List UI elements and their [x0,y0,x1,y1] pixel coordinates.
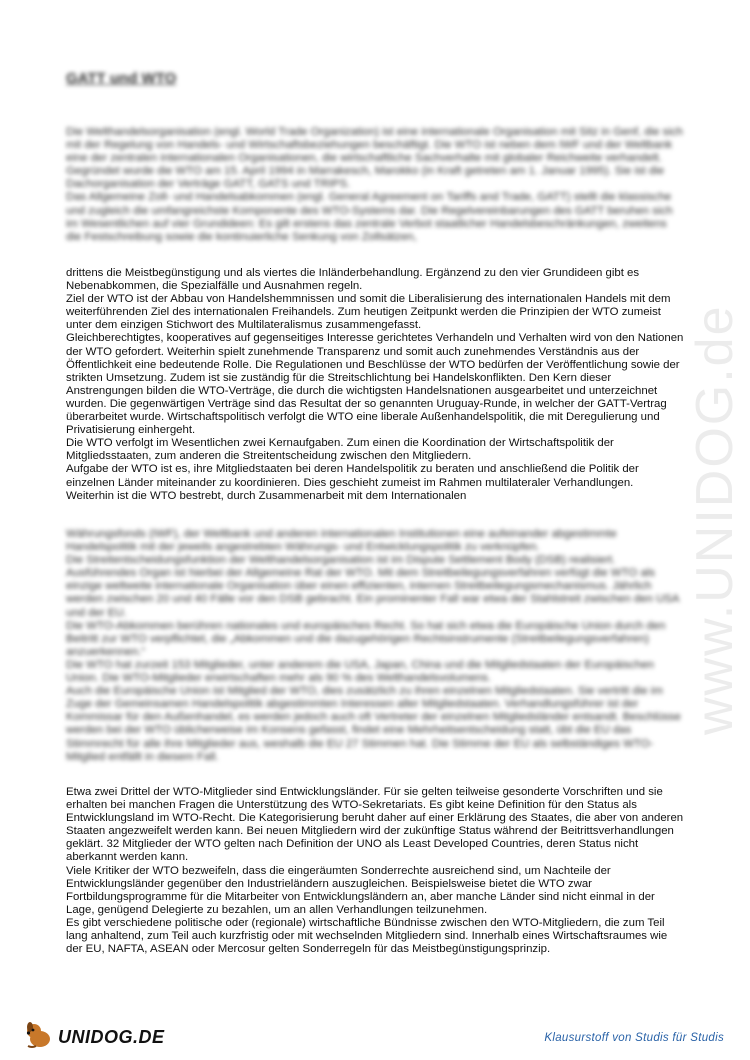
blurred-text-middle [66,528,684,764]
paragraph: drittens die Meistbegünstigung und als viertes die Inländerbehandlung. Ergänzend zu den vier Grundideen gibt es Nebenabkommen, die Spezialfälle und Ausnahmen regeln. [66,267,640,293]
paragraph: Auch die Europäische Union ist Mitglied der WTO, dies zusätzlich zu ihren einzelnen Mitgliedstaaten. Sie vertritt die im Zuge der Gemeinsamen Handelspolitik abgestimmten Interessen aller Mitgliedstaaten. Verhandlungsführer ist der Kommissar für den Außenhandel, es werden jedoch auch oft Vertreter der einzelnen Mitgliedsländer entsandt. Beschlüsse werden bei der WTO üblicherweise im Konsens gefasst, findet eine Mehrheitsentscheidung statt, übt die EU das Stimmrecht für alle ihre Mitglieder aus, weshalb die EU 27 Stimmen hat. Die Stimme der EU als selbständiges WTO-Mitglied entfällt in diesem Fall. [66,685,681,763]
paragraph: Währungsfonds (IWF), der Weltbank und anderen internationalen Institutionen eine aufeinander abgestimmte Handelspolitik mit der jeweils angestrebten Währungs- und Entwicklungspolitik zu verknüpfen. [66,528,617,554]
paragraph: Ziel der WTO ist der Abbau von Handelshemmnissen und somit die Liberalisierung des internationalen Handels mit dem weiterführenden Ziel des internationalen Freihandels. Zum heutigen Zeitpunkt werden die Prinzipien der WTO zumeist unter dem einzigen Stichwort des Multilateralismus zusammengefasst. [66,293,671,332]
paragraph: Die WTO hat zurzeit 153 Mitglieder, unter anderem die USA, Japan, China und die Mitgliedstaaten der Europäischen Union. Die WTO-Mitglieder erwirtschaften mehr als 90 % des Welthandelsvolumens. [66,658,654,685]
page-title: GATT und WTO [66,70,177,87]
paragraph: Viele Kritiker der WTO bezweifeln, dass die eingeräumten Sonderrechte ausreichend sind, um Nachteile der Entwicklungsländer gegenüber den Industrieländern auszugleichen. Beispielsweise bietet die WTO zwar Fortbildungsprogramme für die Mitarbeiter von Entwicklungsländern an, aber manche Länder sind nicht einmal in der Lage, genügend Delegierte zu bezahlen, um an allen Verhandlungen teilzunehmen. [66,864,655,916]
paragraph: Die WTO-Abkommen berühren nationales und europäisches Recht. So hat sich etwa die Europäische Union durch den Beitritt zur WTO verpflichtet, die „Abkommen und die dazugehörigen Rechtsinstrumente (Streitbeilegungsverfahren) anzuerkennen.“ [66,619,666,658]
paragraph: Gegründet wurde die WTO am 15. April 1994 in Marrakesch, Marokko (in Kraft getreten am 1. Januar 1995). Sie ist die Dachorganisation der Verträge GATT, GATS und TRIPS. [66,165,665,191]
paragraph: Gleichberechtigtes, kooperatives auf gegenseitiges Interesse gerichtetes Verhandeln und Verhalten wird von den Nationen der WTO gefordert. Weiterhin spielt zunehmende Transparenz und somit auch zunehmendes Verständnis aus der Öffentlichkeit eine bedeutende Rolle. Die Regulationen und Beschlüsse der WTO bedürfen der Veröffentlichung sowie der strikten Umsetzung. Zudem ist sie zuständig für die Streitschlichtung bei Handelskonflikten. Den Kern dieser Anstrengungen bilden die WTO-Verträge, die durch die wichtigsten Handelsnationen ausgearbeitet und unterzeichnet wurden. Die gegenwärtigen Verträge sind das Resultat der so genannten Uruguay-Runde, in welcher der GATT-Vertrag überarbeitet wurde. Wirtschaftspolitisch verfolgt die WTO eine liberale Außenhandelspolitik, die mit Deregulierung und Privatisierung einhergeht. [66,332,684,437]
visible-text-bottom [66,786,684,996]
paragraph: Etwa zwei Drittel der WTO-Mitglieder sind Entwicklungsländer. Für sie gelten teilweise gesonderte Vorschriften und sie erhalten bei manchen Fragen die Unterstützung des WTO-Sekretariats. Es gibt keine Definition für den Status als Entwicklungsland im WTO-Recht. Die Kategorisierung beruht daher auf einer Erklärung des Staates, die aber von anderen Staaten angezweifelt werden kann. Bei neuen Mitgliedern wird der zukünftige Status während der Beitrittsverhandlungen geklärt. 32 Mitglieder der WTO gelten nach Definition der UNO als Least Developed Countries, deren Status nicht aberkannt werden kann. [66,786,684,864]
paragraph: Es gibt verschiedene politische oder (regionale) wirtschaftliche Bündnisse zwischen den WTO-Mitgliedern, die zum Teil lang anhaltend, zum Teil auch kurzfristig oder mit wechselnden Mitgliedern sind. Innerhalb eines Wirtschaftsraumes wie der EU, NAFTA, ASEAN oder Mercosur gelten Sonderregeln für das Meistbegünstigungsprinzip. [66,916,668,956]
paragraph: Das Allgemeine Zoll- und Handelsabkommen (engl. General Agreement on Tariffs and Trade, GATT) stellt die klassische und zugleich die umfangreichste Komponente des WTO-Systems dar. Die Regelvereinbarungen des GATT beruhen sich im Wesentlichen auf vier Grundideen: Es gilt erstens das zentrale Verbot staatlicher Handelsbeschränkungen, zweitens die Festschreibung sowie die kontinuierliche Senkung von Zollsätzen, [66,191,673,243]
paragraph: Aufgabe der WTO ist es, ihre Mitgliedstaaten bei deren Handelspolitik zu beraten und anschließend die Politik der einzelnen Länder miteinander zu koordinieren. Dies geschieht zumeist im Rahmen multilateraler Verhandlungen. Weiterhin ist die WTO bestrebt, durch Zusammenarbeit mit dem Internationalen [66,463,639,502]
blurred-text-top [66,126,684,244]
logo-text: UNIDOG.DE [58,1027,165,1047]
dog-icon [24,1020,54,1055]
paragraph: Die Streitentscheidungsfunktion der Welthandelsorganisation ist im Dispute Settlement Body (DSB) realisiert. Ausführendes Organ ist hierbei der Allgemeine Rat der WTO. Mit dem Streitbeilegungsverfahren verfügt die WTO als einzige weltweite internationale Organisation über einen effizienten, internen Streitbeilegungsmechanismus. Jährlich werden zwischen 20 und 40 Fälle vor den DSB gebracht. Ein prominenter Fall war etwa der Stahlstreit zwischen den USA und der EU. [66,554,679,619]
paragraph: Die WTO verfolgt im Wesentlichen zwei Kernaufgaben. Zum einen die Koordination der Wirtschaftspolitik der Mitgliedsstaaten, zum anderen die Streitentscheidung zwischen den Mitgliedern. [66,437,614,463]
paragraph: Die Welthandelsorganisation (engl. World Trade Organization) ist eine internationale Organisation mit Sitz in Genf, die sich mit der Regelung von Handels- und Wirtschaftsbeziehungen beschäftigt. Die WTO ist neben dem IWF und der Weltbank eine der zentralen internationalen Organisationen, die wirtschaftliche Sachverhalte mit globaler Reichweite verhandelt. [66,126,683,165]
visible-text-top [66,267,684,503]
watermark: www.UNIDOG.de [686,304,744,736]
footer-logo[interactable] [24,1020,165,1055]
footer-slogan: Klausurstoff von Studis für Studis [544,1032,724,1044]
